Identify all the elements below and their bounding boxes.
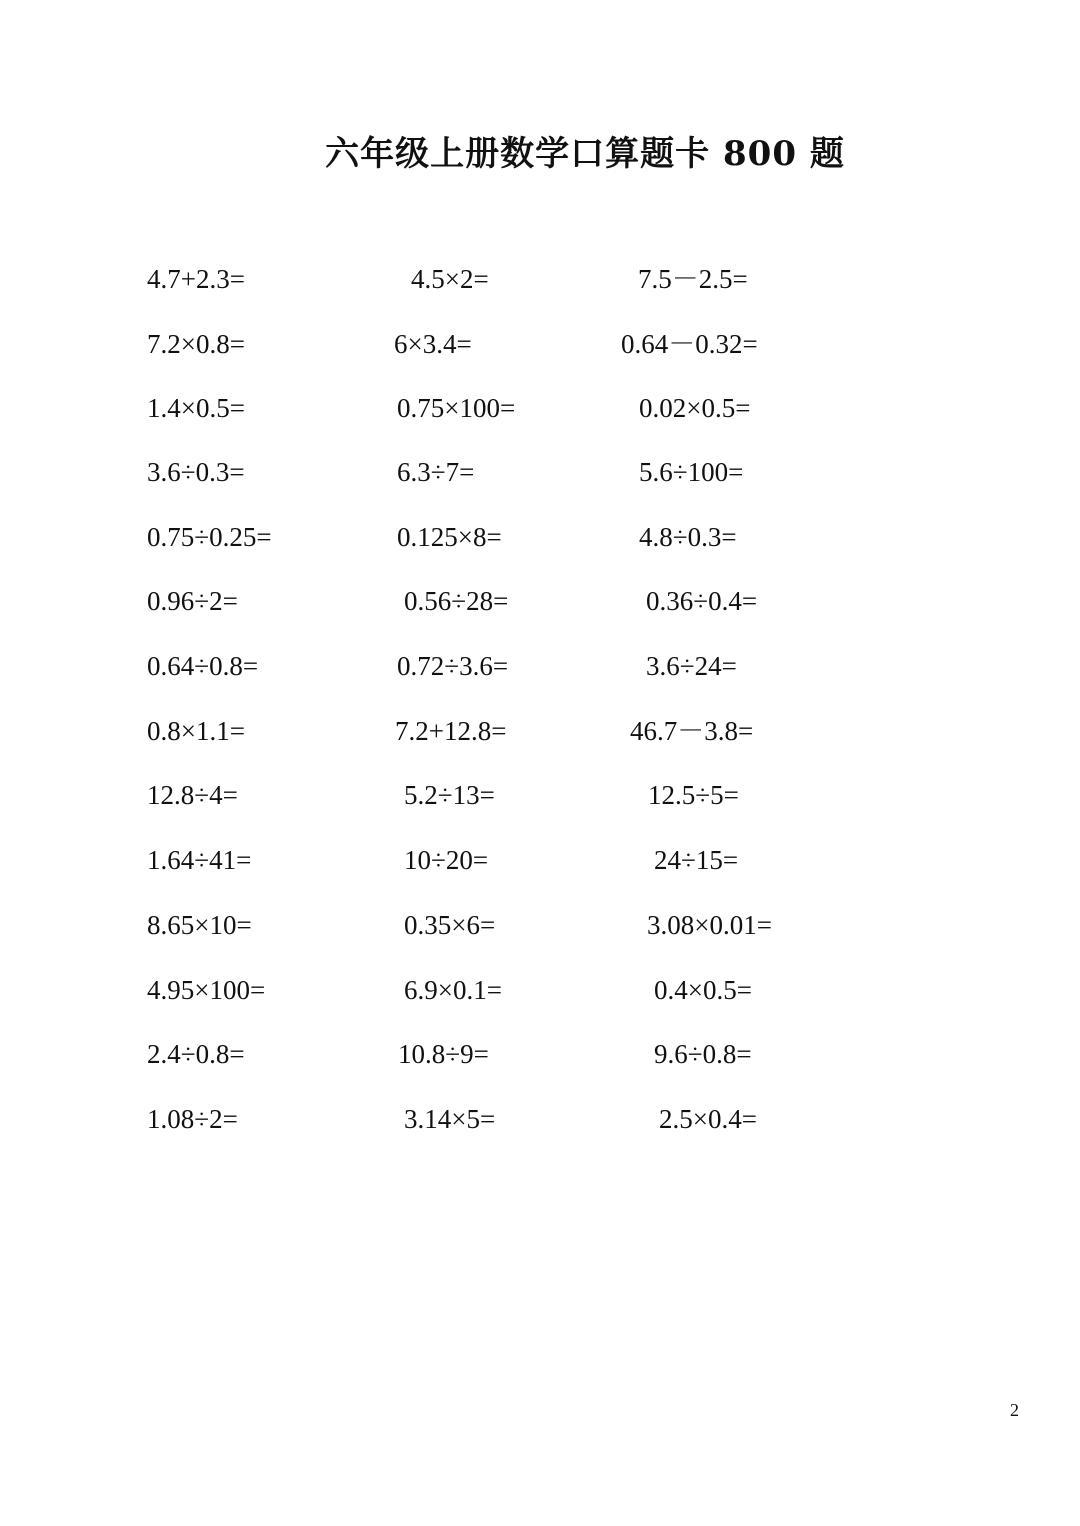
problem: 0.64÷0.8=: [147, 651, 259, 681]
problem: 7.5－2.5=: [638, 264, 748, 294]
problem: 0.02×0.5=: [639, 393, 751, 423]
problem: 5.2÷13=: [404, 780, 495, 810]
problem: 24÷15=: [654, 845, 739, 875]
problem: 7.2×0.8=: [147, 329, 245, 359]
problem: 7.2+12.8=: [395, 716, 507, 746]
problem: 0.75×100=: [397, 393, 516, 423]
page-number: 2: [1010, 1400, 1019, 1420]
problem: 9.6÷0.8=: [654, 1039, 752, 1069]
problem: 3.14×5=: [404, 1104, 496, 1134]
problem: 10.8÷9=: [398, 1039, 489, 1069]
problem: 6.3÷7=: [397, 457, 475, 487]
problem: 2.5×0.4=: [659, 1104, 757, 1134]
problem: 0.8×1.1=: [147, 716, 245, 746]
page-title: 六年级上册数学口算题卡 800 题: [325, 134, 845, 174]
problem: 2.4÷0.8=: [147, 1039, 245, 1069]
problem: 3.08×0.01=: [647, 910, 772, 940]
problem: 6.9×0.1=: [404, 975, 502, 1005]
problem: 46.7－3.8=: [630, 716, 754, 746]
problem: 0.125×8=: [397, 522, 502, 552]
problem: 4.5×2=: [411, 264, 489, 294]
problem: 10÷20=: [404, 845, 489, 875]
problem: 0.64－0.32=: [621, 329, 758, 359]
problem: 12.5÷5=: [648, 780, 739, 810]
problem: 5.6÷100=: [639, 457, 744, 487]
problem: 0.36÷0.4=: [646, 586, 758, 616]
problem: 1.64÷41=: [147, 845, 252, 875]
problem: 4.7+2.3=: [147, 264, 245, 294]
problem: 4.8÷0.3=: [639, 522, 737, 552]
problem: 6×3.4=: [394, 329, 472, 359]
problem: 0.72÷3.6=: [397, 651, 509, 681]
problem: 12.8÷4=: [147, 780, 238, 810]
problem: 0.4×0.5=: [654, 975, 752, 1005]
problem: 1.4×0.5=: [147, 393, 245, 423]
problem: 0.56÷28=: [404, 586, 509, 616]
problem: 0.75÷0.25=: [147, 522, 272, 552]
problem: 4.95×100=: [147, 975, 266, 1005]
problem: 3.6÷24=: [646, 651, 737, 681]
problem: 8.65×10=: [147, 910, 252, 940]
problem: 1.08÷2=: [147, 1104, 238, 1134]
problem: 3.6÷0.3=: [147, 457, 245, 487]
problem: 0.35×6=: [404, 910, 496, 940]
problem: 0.96÷2=: [147, 586, 238, 616]
